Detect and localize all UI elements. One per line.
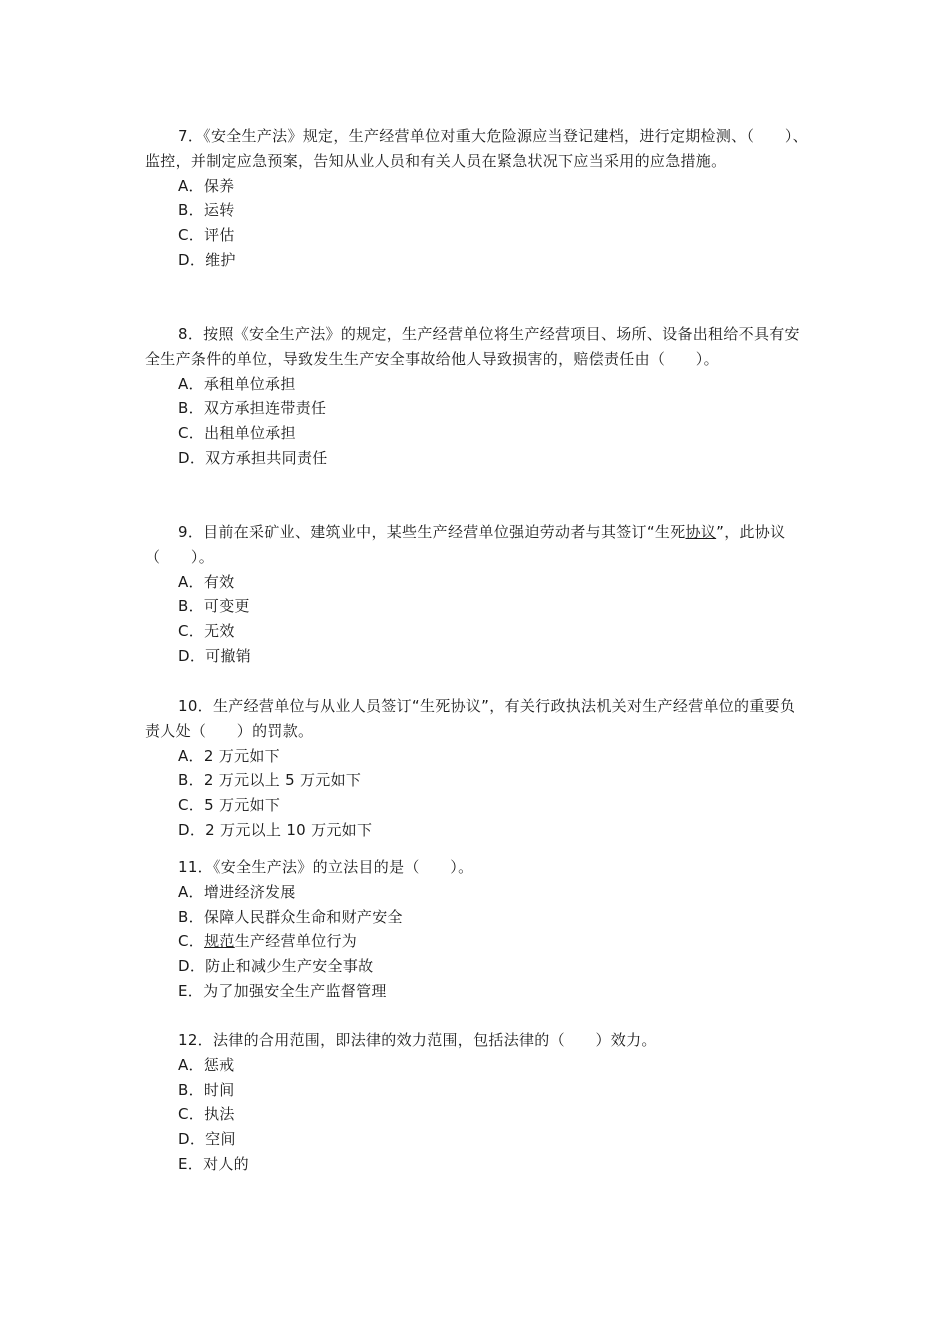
question-number: 8． — [178, 325, 204, 343]
option-list — [145, 880, 810, 1004]
option-c: C．评估 — [178, 226, 235, 245]
option-c: C．5 万元如下 — [178, 796, 281, 815]
option-c: C．无效 — [178, 622, 235, 641]
option-d: D．可撤销 — [178, 646, 252, 665]
question-stem — [145, 124, 810, 174]
option-d: D．2 万元以上 10 万元如下 — [178, 820, 373, 839]
option-list — [145, 744, 810, 843]
underlined-term: 规范 — [204, 932, 235, 951]
option-list — [145, 174, 810, 273]
option-b: B．运转 — [178, 201, 235, 220]
option-d: D．防止和减少生产安全事故 — [178, 957, 374, 976]
question-number: 7． — [178, 127, 204, 145]
option-a: A．惩戒 — [178, 1055, 235, 1074]
question-8 — [145, 322, 810, 471]
question-stem — [145, 520, 810, 570]
question-10 — [145, 694, 810, 843]
question-stem — [145, 322, 810, 372]
question-number: 11． — [178, 858, 213, 876]
question-stem — [145, 855, 810, 880]
question-number: 9． — [178, 523, 204, 541]
question-7 — [145, 124, 810, 273]
option-list — [145, 570, 810, 669]
question-text: 《安全生产法》的立法目的是（ ）。 — [213, 858, 474, 876]
option-list — [145, 1053, 810, 1177]
option-a: A．保养 — [178, 176, 235, 195]
option-d: D．空间 — [178, 1130, 236, 1149]
underlined-term: 协议 — [685, 523, 717, 541]
option-d: D．双方承担共同责任 — [178, 448, 328, 467]
option-c: C．执法 — [178, 1105, 235, 1124]
option-b: B．2 万元以上 5 万元如下 — [178, 771, 362, 790]
option-e: E．对人的 — [178, 1154, 249, 1173]
question-number: 10． — [178, 697, 213, 715]
option-a: A．2 万元如下 — [178, 746, 280, 765]
option-a: A．有效 — [178, 572, 235, 591]
option-d: D．维护 — [178, 250, 236, 269]
question-12 — [145, 1028, 810, 1177]
option-c-prefix: C． — [178, 932, 205, 951]
option-c: C．出租单位承担 — [178, 424, 296, 443]
question-9 — [145, 520, 810, 669]
question-text: 《安全生产法》规定，生产经营单位对重大危险源应当登记建档，进行定期检测、（ ）、监控，并制定应急预案，告知从业人员和有关人员在紧急状况下应当采用的应急措施。 — [145, 127, 808, 170]
option-a: A．承租单位承担 — [178, 374, 296, 393]
option-a: A．增进经济发展 — [178, 882, 296, 901]
option-b: B．时间 — [178, 1080, 235, 1099]
question-stem — [145, 1028, 810, 1053]
question-text-end: ”，此协议（ ）。 — [145, 523, 786, 566]
question-text: 目前在采矿业、建筑业中，某些生产经营单位强迫劳动者与其签订“生死 — [203, 523, 686, 541]
option-c — [178, 929, 810, 954]
question-stem — [145, 694, 810, 744]
option-b: B．保障人民群众生命和财产安全 — [178, 907, 403, 926]
option-e: E．为了加强安全生产监督管理 — [178, 981, 387, 1000]
question-text: 生产经营单位与从业人员签订“生死协议”，有关行政执法机关对生产经营单位的重要负责人处（ ）的罚款。 — [145, 697, 796, 740]
option-list — [145, 372, 810, 471]
question-number: 12． — [178, 1031, 213, 1049]
option-c-text: 生产经营单位行为 — [234, 932, 358, 951]
option-b: B．可变更 — [178, 597, 250, 616]
option-b: B．双方承担连带责任 — [178, 399, 327, 418]
question-11 — [145, 855, 810, 1004]
question-text: 法律的合用范围，即法律的效力范围，包括法律的（ ）效力。 — [213, 1031, 657, 1049]
question-text: 按照《安全生产法》的规定，生产经营单位将生产经营项目、场所、设备出租给不具有安全生产条件的单位，导致发生生产安全事故给他人导致损害的，赔偿责任由（ ）。 — [145, 325, 800, 368]
